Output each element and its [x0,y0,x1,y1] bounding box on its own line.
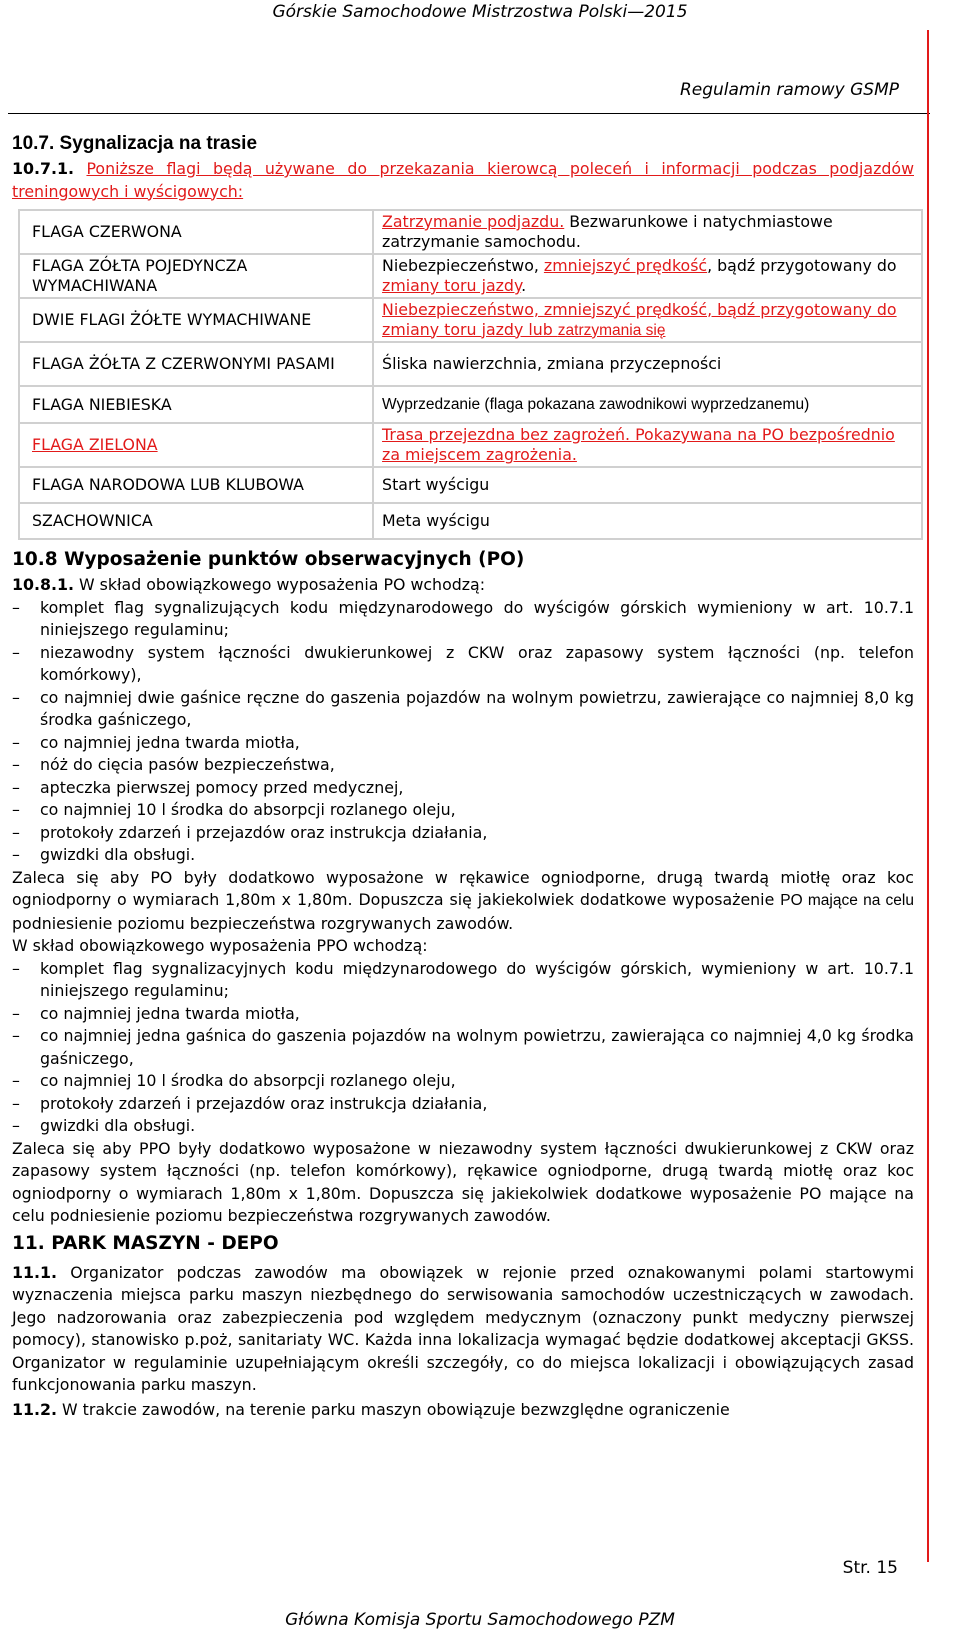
flag-description: Start wyścigu [373,467,922,503]
flags-table [18,209,923,540]
page-body [12,130,914,1421]
document-header-title: Górskie Samochodowe Mistrzostwa Polski—2015 [272,2,688,22]
list-item: – komplet flag sygnalizacyjnych kodu międzynarodowego do wyścigów górskich, wymieniony w art. 10.7.1 niniejszego regulaminu; [12,958,914,1003]
flag-name: FLAGA ŻÓŁTA Z CZERWONYMI PASAMI [19,342,373,386]
section-heading-10-7: 10.7. Sygnalizacja na trasie [12,133,258,154]
flag-name: SZACHOWNICA [19,503,373,539]
paragraph-text: Organizator podczas zawodów ma obowiązek w rejonie przed oznakowanymi polami startowymi wyznaczenia miejsca parku maszyn niezbędnego do serwisowania samochodów uczestniczących w zawodach. Jego nadzorowania oraz zabezpieczenia pod względem medycznym (oznaczony punkt medyczny pierwszej pomocy), stanowisko p.poż, sanitariaty WC. Każda inna lokalizacja wymagać będzie dodatkowej akceptacji GKSS. Organizator w regulaminie uzupełniającym określi szczegóły, co do miejsca lokalizacji i obowiązujących zasad funkcjonowania parku maszyn. [12,1262,914,1394]
paragraph-text: W skład obowiązkowego wyposażenia PO wchodzą: [73,575,486,594]
table-row [19,386,922,423]
paragraph-text: podniesienie poziomu bezpieczeństwa rozgrywanych zawodów. [12,913,514,933]
table-row [19,298,922,342]
list-item: – co najmniej dwie gaśnice ręczne do gaszenia pojazdów na wolnym powietrzu, zawierające co najmniej 8,0 kg środka gaśniczego, [12,687,914,732]
page-number: Str. 15 [842,1558,898,1578]
flag-description: Śliska nawierzchnia, zmiana przyczepności [373,342,922,386]
list-item: – niezawodny system łączności dwukierunkowej z CKW oraz zapasowy system łączności (np. telefon komórkowy), [12,642,914,687]
flag-description: Trasa przejezdna bez zagrożeń. Pokazywana na PO bezpośrednio za miejscem zagrożenia. [373,423,922,467]
flag-desc: , bądź przygotowany do [707,256,897,275]
flag-description: Meta wyścigu [373,503,922,539]
paragraph-11-2 [12,1399,914,1422]
flag-desc: Bezwarunkowe i natychmiastowe zatrzymanie samochodu. [382,212,833,251]
flag-description: Wyprzedzanie (flaga pokazana zawodnikowi wyprzedzanemu) [373,386,922,423]
list-item: – protokoły zdarzeń i przejazdów oraz instrukcja działania, [12,1093,914,1116]
flag-desc-red: zmniejszyć prędkość [543,256,708,275]
flag-desc-red: Zatrzymanie podjazdu. [382,212,565,231]
table-row [19,423,922,467]
paragraph-text: Poniższe flagi będą używane do przekazania kierowcą poleceń i informacji podczas podjazdów treningowych i wyścigowych: [12,159,914,201]
list-item: – gwizdki dla obsługi. [12,844,914,867]
section-heading-10-8: 10.8 Wyposażenie punktów obserwacyjnych (PO) [12,549,525,570]
margin-rule [927,30,929,1562]
header-divider [8,113,930,114]
paragraph-recommendation-ppo: Zaleca się aby PPO były dodatkowo wyposażone w niezawodny system łączności dwukierunkowej z CKW oraz zapasowy system łączności (np. telefon komórkowy), rękawice ogniodporne, drugą twardą miotłę oraz koc ogniodporny o wymiarach 1,80m x 1,80m. Dopuszcza się jakiekolwiek dodatkowe wyposażenie PO mające na celu podniesienie poziomu bezpieczeństwa rozgrywanych zawodów. [12,1138,914,1225]
flag-desc-red: zatrzymania się [557,321,666,339]
paragraph-10-7-1 [12,158,914,203]
list-item: – co najmniej jedna twarda miotła, [12,732,914,755]
paragraph-10-8-1 [12,574,914,597]
list-item: – apteczka pierwszej pomocy przed medycznej, [12,777,914,800]
paragraph-text: Zaleca się aby PO były dodatkowo wyposażone w rękawice ogniodporne, drugą twardą miotłę oraz koc ogniodporny o wymiarach 1,80m x 1,80m. Dopuszcza się jakiekolwiek dodatkowe wyposażenie [12,867,914,909]
flag-desc: Niebezpieczeństwo, [382,256,544,275]
document-footer: Główna Komisja Sportu Samochodowego PZM [285,1610,675,1630]
document-header-subtitle: Regulamin ramowy GSMP [679,80,899,100]
list-item: – nóż do cięcia pasów bezpieczeństwa, [12,754,914,777]
flag-name: FLAGA ZIELONA [19,423,373,467]
paragraph-number: 10.7.1. [12,159,74,178]
paragraph-number: 10.8.1. [12,575,74,594]
paragraph-text: W trakcie zawodów, na terenie parku maszyn obowiązuje bezwzględne ograniczenie [56,1399,730,1419]
flag-name: DWIE FLAGI ŻÓŁTE WYMACHIWANE [19,298,373,342]
paragraph-11-1 [12,1262,914,1397]
flag-description [373,210,922,254]
flag-desc-red: Niebezpieczeństwo, zmniejszyć prędkość, bądź przygotowany do zmiany toru jazdy lub [382,299,897,339]
flag-desc-red: zmiany toru jazdy [382,276,522,295]
table-row [19,210,922,254]
table-row [19,342,922,386]
flag-name: FLAGA ZÓŁTA POJEDYNCZA WYMACHIWANA [19,254,373,298]
paragraph-ppo-intro: W skład obowiązkowego wyposażenia PPO wchodzą: [12,936,428,955]
ppo-equipment-list [12,958,914,1138]
table-row [19,467,922,503]
flag-name: FLAGA NARODOWA LUB KLUBOWA [19,467,373,503]
list-item: – co najmniej 10 l środka do absorpcji rozlanego oleju, [12,1070,914,1093]
list-item: – co najmniej jedna twarda miotła, [12,1003,914,1026]
list-item: – protokoły zdarzeń i przejazdów oraz instrukcja działania, [12,822,914,845]
list-item: – komplet flag sygnalizujących kodu międzynarodowego do wyścigów górskich wymieniony w art. 10.7.1 niniejszego regulaminu; [12,597,914,642]
paragraph-recommendation-po [12,867,914,936]
list-item: – gwizdki dla obsługi. [12,1115,914,1138]
table-row [19,254,922,298]
paragraph-number: 11.1. [12,1262,57,1282]
flag-description [373,254,922,298]
list-item: – co najmniej 10 l środka do absorpcji rozlanego oleju, [12,799,914,822]
flag-name: FLAGA NIEBIESKA [19,386,373,423]
section-heading-11: 11. PARK MASZYN - DEPO [12,1232,279,1254]
paragraph-number: 11.2. [12,1399,57,1419]
list-item: – co najmniej jedna gaśnica do gaszenia pojazdów na wolnym powietrzu, zawierająca co najmniej 4,0 kg środka gaśniczego, [12,1025,914,1070]
paragraph-text: PO mające na celu [780,892,914,909]
po-equipment-list [12,597,914,867]
flag-desc: . [521,276,527,295]
table-row [19,503,922,539]
flag-description [373,298,922,342]
flag-name: FLAGA CZERWONA [19,210,373,254]
